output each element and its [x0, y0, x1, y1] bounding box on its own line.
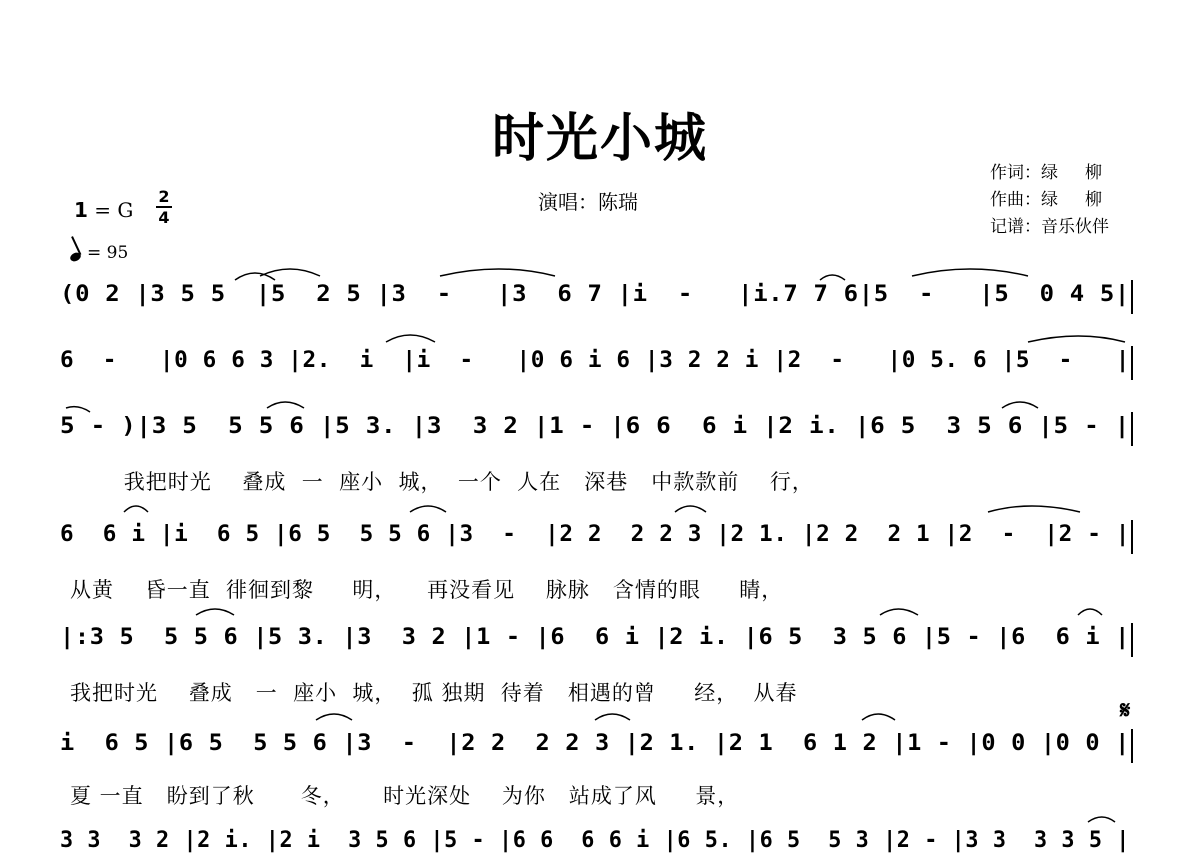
lyric-line-4: 夏 一直 盼到了秋 冬， 时光深处 为你 站成了风 景，: [70, 784, 740, 808]
slur-icon: [440, 269, 555, 276]
slur-icon: [1088, 817, 1115, 822]
meter-bottom: 4: [158, 208, 170, 227]
notation-row: 6 6 i |i 6 5 |6 5 5 5 6 |3 - |2 2 2 2 3 |2 1. |2 2 2 1 |2 - |2 - |: [60, 522, 1130, 547]
slur-icon: [316, 714, 352, 720]
song-title: 时光小城: [491, 108, 708, 169]
slur-icon: [196, 609, 234, 615]
key-tonic-name: = G: [87, 198, 134, 222]
composer-credit: 作曲：绿 柳: [990, 190, 1103, 210]
lyricist-credit: 作词：绿 柳: [990, 163, 1103, 183]
notation-row: i 6 5 |6 5 5 5 6 |3 - |2 2 2 2 3 |2 1. |2 1 6 1 2 |1 - |0 0 |0 0 |: [60, 731, 1130, 756]
notation-row: 6 - |0 6 6 3 |2. i |i - |0 6 i 6 |3 2 2 i |2 - |0 5. 6 |5 - |: [60, 348, 1130, 373]
lyric-line-3: 我把时光 叠成 一 座小 城， 孤 独期 待着 相遇的曾 经， 从春: [70, 681, 798, 705]
slur-icon: [124, 506, 148, 512]
notation-row: (0 2 |3 5 5 |5 2 5 |3 - |3 6 7 |i - |i.7 7 6|5 - |5 0 4 5|: [60, 282, 1130, 307]
notation-row: |:3 5 5 5 6 |5 3. |3 3 2 |1 - |6 6 i |2 i. |6 5 3 5 6 |5 - |6 6 i |: [60, 625, 1130, 650]
slur-icon: [912, 269, 1028, 276]
slur-icon: [880, 609, 918, 615]
slur-icon: [988, 506, 1080, 512]
lyric-line-2: 从黄 昏一直 徘徊到黎 明， 再没看见 脉脉 含情的眼 睛，: [70, 578, 784, 602]
slur-icon: [386, 335, 435, 342]
slur-icon: [1078, 609, 1102, 615]
slur-icon: [235, 273, 275, 280]
slur-icon: [410, 506, 446, 512]
notation-row: 3 3 3 2 |2 i. |2 i 3 5 6 |5 - |6 6 6 6 i |6 5. |6 5 5 3 |2 - |3 3 3 3 5 |: [60, 828, 1130, 853]
slur-icon: [1028, 336, 1125, 342]
slur-icon: [595, 714, 630, 720]
slur-icon: [66, 407, 90, 412]
slur-icon: [1002, 402, 1038, 408]
key-tonic-number: 1: [74, 198, 88, 222]
slur-icon: [820, 275, 845, 280]
transcriber-credit: 记谱：音乐伙伴: [990, 217, 1109, 237]
slur-icon: [260, 269, 320, 276]
singer-credit: 演唱：陈瑞: [538, 190, 638, 214]
lyric-line-1: 我把时光 叠成 一 座小 城， 一个 人在 深巷 中款款前 行，: [70, 470, 814, 494]
slur-icon: [267, 402, 304, 408]
slur-icon: [862, 714, 895, 720]
segno-icon: 𝄋: [1120, 696, 1131, 724]
notation-row: 5 - )|3 5 5 5 6 |5 3. |3 3 2 |1 - |6 6 6 i |2 i. |6 5 3 5 6 |5 - |: [60, 414, 1130, 439]
slur-icon: [675, 506, 706, 512]
meter-top: 2: [158, 187, 170, 206]
tempo-value: = 95: [87, 243, 129, 263]
